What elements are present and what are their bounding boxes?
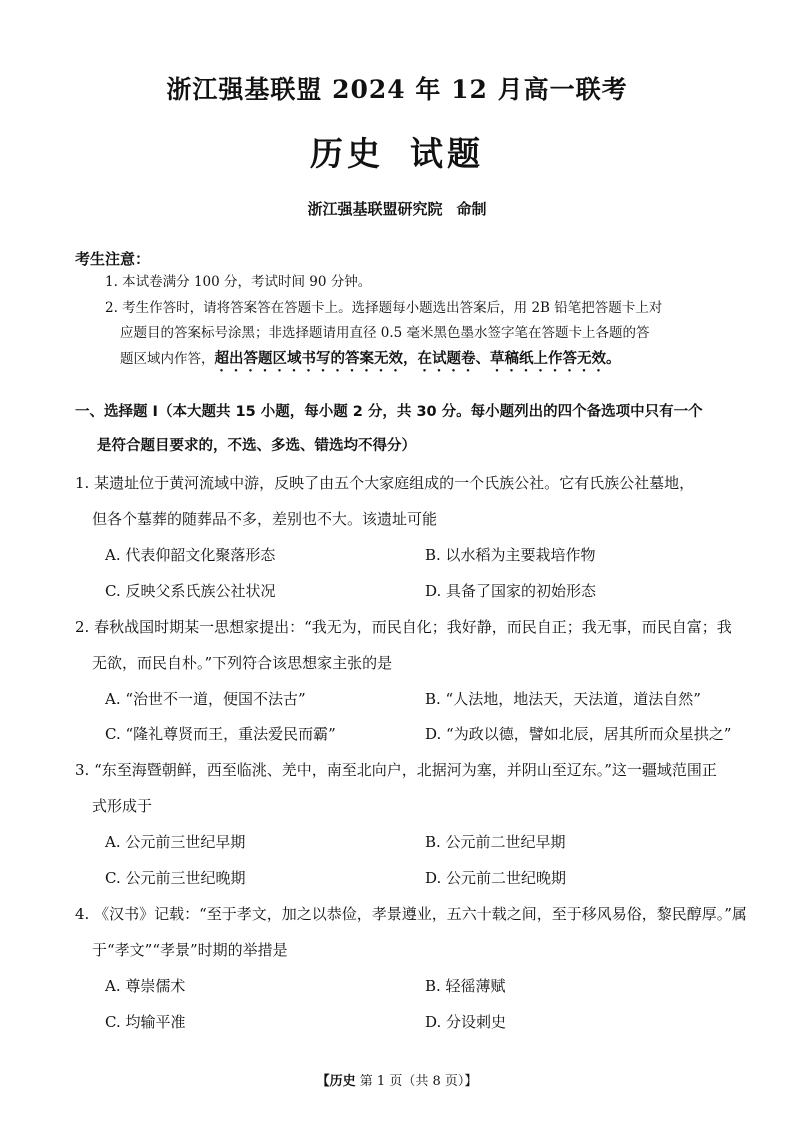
maker-line — [0, 198, 794, 219]
question-1-option-b: B. 以水稻为主要栽培作物 — [425, 546, 596, 564]
question-1-option-c: C. 反映父系氏族公社状况 — [105, 582, 276, 600]
question-3-line-1: 3. “东至海暨朝鲜，西至临洮、羌中，南至北向户，北据河为塞，并阴山至辽东。”这一疆域范围正 — [75, 761, 717, 779]
question-4-option-a: A. 尊崇儒术 — [105, 977, 186, 995]
question-4-option-b: B. 轻徭薄赋 — [425, 977, 506, 995]
question-2-option-d: D. “为政以德，譬如北辰，居其所而众星拱之” — [425, 725, 732, 743]
question-2-line-1: 2. 春秋战国时期某一思想家提出：“我无为，而民自化；我好静，而民自正；我无事，而民自富；我 — [75, 618, 732, 636]
question-1-option-d: D. 具备了国家的初始形态 — [425, 582, 597, 600]
question-4-line-1: 4. 《汉书》记载：“至于孝文，加之以恭俭，孝景遵业，五六十载之间，至于移风易俗，黎民醇厚。”属 — [75, 905, 747, 923]
question-2-option-b: B. “人法地，地法天，天法道，道法自然” — [425, 690, 701, 708]
question-4-line-2: 于“孝文”“孝景”时期的举措是 — [92, 941, 288, 959]
maker-role: 命制 — [456, 200, 487, 218]
question-1-line-2: 但各个墓葬的随葬品不多，差别也不大。该遗址可能 — [92, 510, 438, 528]
notice-item-2-line-3-plain: 题区域内作答， — [120, 351, 215, 367]
maker-org: 浙江强基联盟研究院 — [307, 200, 443, 218]
exam-title: 浙江强基联盟 2024 年 12 月高一联考 — [166, 75, 628, 104]
paper-type: 试题 — [410, 134, 484, 173]
question-1-option-a: A. 代表仰韶文化聚落形态 — [105, 546, 276, 564]
section-heading-line-2: 是符合题目要求的，不选、多选、错选均不得分） — [97, 438, 416, 454]
notice-item-2-line-2: 应题目的答案标号涂黑；非选择题请用直径 0.5 毫米黑色墨水签字笔在答题卡上各题的答 — [120, 325, 650, 341]
question-3-option-b: B. 公元前二世纪早期 — [425, 833, 566, 851]
question-3-line-2: 式形成于 — [92, 797, 153, 815]
notice-emphasis: 超出答题区域书写的答案无效，在试题卷、草稿纸上作答无效。 — [214, 351, 621, 367]
question-3-option-a: A. 公元前三世纪早期 — [105, 833, 246, 851]
question-3-option-d: D. 公元前二世纪晚期 — [425, 869, 567, 887]
section-heading-line-1: 一、选择题 Ⅰ（本大题共 15 小题，每小题 2 分，共 30 分。每小题列出的四个备选项中只有一个 — [75, 404, 703, 420]
question-2-option-c: C. “隆礼尊贤而王，重法爱民而霸” — [105, 725, 336, 743]
question-3-option-c: C. 公元前三世纪晚期 — [105, 869, 246, 887]
exam-subtitle — [0, 128, 794, 175]
notice-item-1: 1. 本试卷满分 100 分，考试时间 90 分钟。 — [105, 274, 372, 290]
question-1-line-1: 1. 某遗址位于黄河流域中游，反映了由五个大家庭组成的一个氏族公社。它有氏族公社墓地， — [75, 474, 695, 492]
footer-subject-tag: 【历史 — [316, 1074, 356, 1089]
subject-name: 历史 — [310, 134, 384, 173]
question-2-option-a: A. “治世不一道，便国不法古” — [105, 690, 306, 708]
footer-page-info: 第 1 页（共 8 页）】 — [359, 1074, 478, 1089]
notice-heading: 考生注意： — [75, 250, 151, 268]
question-4-option-d: D. 分设刺史 — [425, 1013, 507, 1031]
question-2-line-2: 无欲，而民自朴。”下列符合该思想家主张的是 — [92, 654, 393, 672]
question-4-option-c: C. 均输平准 — [105, 1013, 186, 1031]
notice-item-2-line-1: 2. 考生作答时，请将答案答在答题卡上。选择题每小题选出答案后，用 2B 铅笔把答题卡上对 — [105, 300, 663, 316]
notice-item-2-line-3 — [120, 351, 740, 375]
page-footer — [0, 1070, 794, 1089]
